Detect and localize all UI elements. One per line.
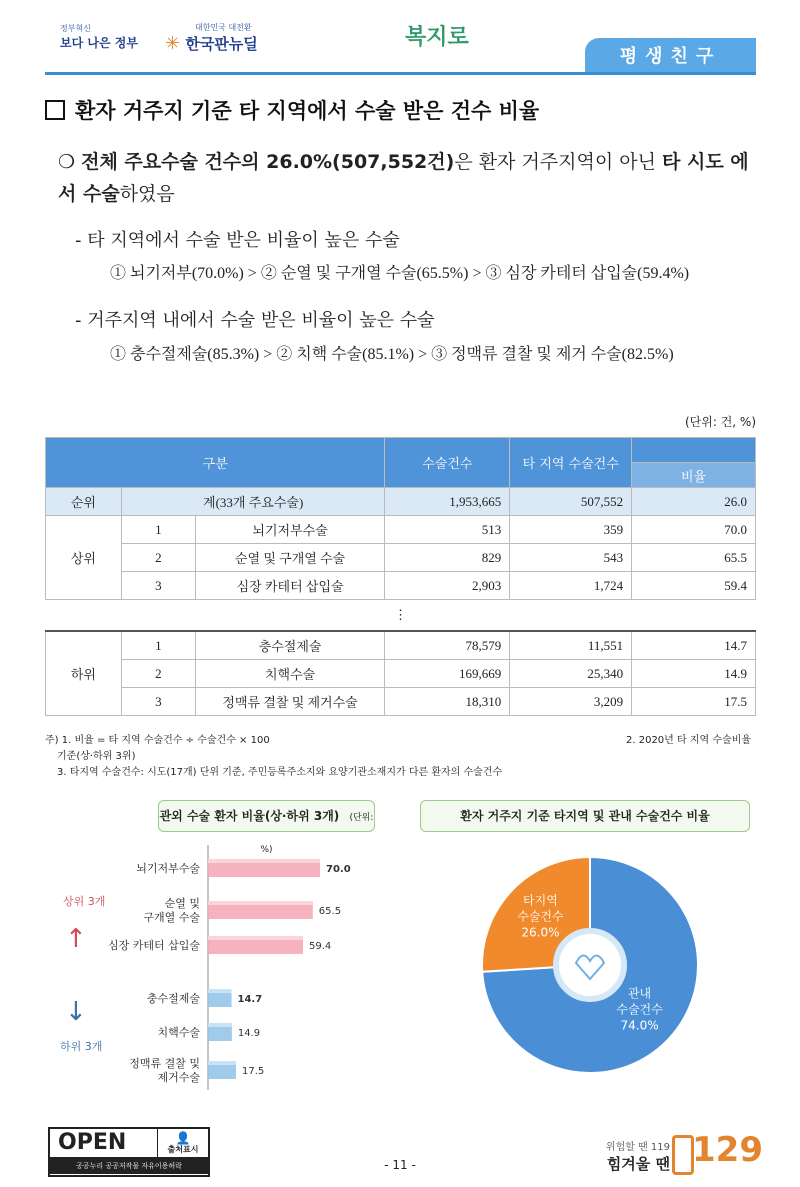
table-ellipsis-row: ⋮ <box>46 600 756 632</box>
page-number: - 11 - <box>384 1158 416 1172</box>
summary-paragraph: ❍ 전체 주요수술 건수의 26.0%(507,552건)은 환자 거주지역이 아닌 타 시도 에서 수술하였음 <box>58 151 749 205</box>
bar-category-label: 충수절제술 <box>146 992 200 1005</box>
pie-label: 26.0% <box>521 925 560 940</box>
table-row: 2 순열 및 구개열 수술 829 543 65.5 <box>46 544 756 572</box>
top-group-label: 상위 3개 <box>63 895 106 908</box>
pie-label: 타지역 <box>523 893 558 908</box>
pie-label: 74.0% <box>620 1018 659 1033</box>
bokjiro-logo: 복지로 <box>405 25 469 50</box>
down-arrow-icon: ↓ <box>65 997 87 1027</box>
bar-category-label: 뇌기저부수술 <box>136 862 200 875</box>
header-other: 타 지역 수술건수 <box>510 438 632 488</box>
asterisk-icon: ✳ <box>165 33 181 54</box>
left-chart-title: 관외 수술 환자 비율(상·하위 3개) (단위: %) <box>158 800 375 832</box>
bar-value-label: 59.4 <box>309 941 332 952</box>
table-row: 3 정맥류 결찰 및 제거수술 18,310 3,209 17.5 <box>46 688 756 716</box>
surgery-table <box>45 437 756 716</box>
hotline-number: 129 <box>692 1130 763 1170</box>
open-license-badge: OPEN 👤 출처표시 공공누리 공공저작물 자유이용허락 <box>48 1127 210 1177</box>
phone-icon <box>672 1135 694 1175</box>
bar-value-label: 14.9 <box>237 1028 261 1039</box>
bullet-title-1: - 타 지역에서 수술 받은 비율이 높은 수술 <box>75 230 400 251</box>
right-chart-title: 환자 거주지 기준 타지역 및 관내 수술건수 비율 <box>420 800 750 832</box>
bar-category-label: 심장 카테터 삽입술 <box>107 939 200 952</box>
header-gubun: 구분 <box>46 438 385 488</box>
bullet-title-2: - 거주지역 내에서 수술 받은 비율이 높은 수술 <box>75 310 435 331</box>
korean-new-deal-logo: 대한민국 대전환 ✳ 한국판뉴딜 <box>165 23 258 54</box>
header-divider <box>45 72 756 75</box>
header-ratio: 비율 <box>632 463 756 488</box>
bar-category-label: 구개열 수술 <box>143 911 200 924</box>
table-row: 상위 1 뇌기저부수술 513 359 70.0 <box>46 516 756 544</box>
bar-value-label: 17.5 <box>242 1066 265 1077</box>
hollow-circle-icon: ❍ <box>58 151 76 173</box>
table-unit: (단위: 건, %) <box>684 415 756 429</box>
bar-highlight-1 <box>208 859 320 863</box>
bar-value-label: 14.7 <box>237 994 263 1005</box>
bar-highlight-2 <box>208 901 313 905</box>
bullet-detail-1: ① 뇌기저부(70.0%) > ② 순열 및 구개열 수술(65.5%) > ③ 심장 카테터 삽입술(59.4%) <box>110 265 690 282</box>
bar-category-label: 제거수술 <box>157 1071 200 1084</box>
header-count: 수술건수 <box>385 438 510 488</box>
checkbox-icon <box>45 100 65 120</box>
table-row: 하위 1 충수절제술 78,579 11,551 14.7 <box>46 631 756 660</box>
bar-highlight-5 <box>208 1023 232 1027</box>
pie-chart <box>470 845 710 1085</box>
bar-category-label: 순열 및 <box>164 897 200 910</box>
left-bar-chart <box>45 840 385 1100</box>
pie-label: 수술건수 <box>616 1002 663 1017</box>
table-row-total: 순위 계(33개 주요수술) 1,953,665 507,552 26.0 <box>46 488 756 516</box>
up-arrow-icon: ↑ <box>65 924 87 954</box>
table-notes: 주) 1. 비율 = 타 지역 수술건수 ÷ 수술건수 × 100 2. 2020년 타 지역 수술비율 기준(상·하위 3위) 3. 타지역 수술건수: 시도(17개) 단위 기준, 주민등록주소지와 요양기관소재지가 다른 환자의 수술건수 <box>45 735 751 778</box>
section-heading: 환자 거주지 기준 타 지역에서 수술 받은 건수 비율 <box>45 95 539 125</box>
table-row: 2 치핵수술 169,669 25,340 14.9 <box>46 660 756 688</box>
table-row: 3 심장 카테터 삽입술 2,903 1,724 59.4 <box>46 572 756 600</box>
bullet-detail-2: ① 충수절제술(85.3%) > ② 치핵 수술(85.1%) > ③ 정맥류 결찰 및 제거 수술(82.5%) <box>110 346 674 363</box>
pie-label: 관내 <box>627 986 652 1001</box>
bottom-group-label: 하위 3개 <box>60 1040 103 1053</box>
bar-highlight-3 <box>208 936 303 940</box>
bar-value-label: 65.5 <box>318 906 342 917</box>
bar-highlight-4 <box>208 989 232 993</box>
bar-category-label: 치핵수술 <box>157 1026 200 1039</box>
section-tab: 평생친구 <box>585 38 756 75</box>
person-icon: 👤 <box>175 1131 191 1145</box>
pie-center <box>556 931 624 999</box>
pie-label: 수술건수 <box>517 909 564 924</box>
bar-value-label: 70.0 <box>326 864 351 875</box>
bar-highlight-6 <box>208 1061 236 1065</box>
bar-category-label: 정맥류 결찰 및 <box>129 1057 200 1070</box>
gov-innovation-logo: 정부혁신 보다 나은 정부 <box>60 24 138 50</box>
hotline-text: 위험할 땐 119 힘겨울 땐 <box>605 1142 670 1173</box>
